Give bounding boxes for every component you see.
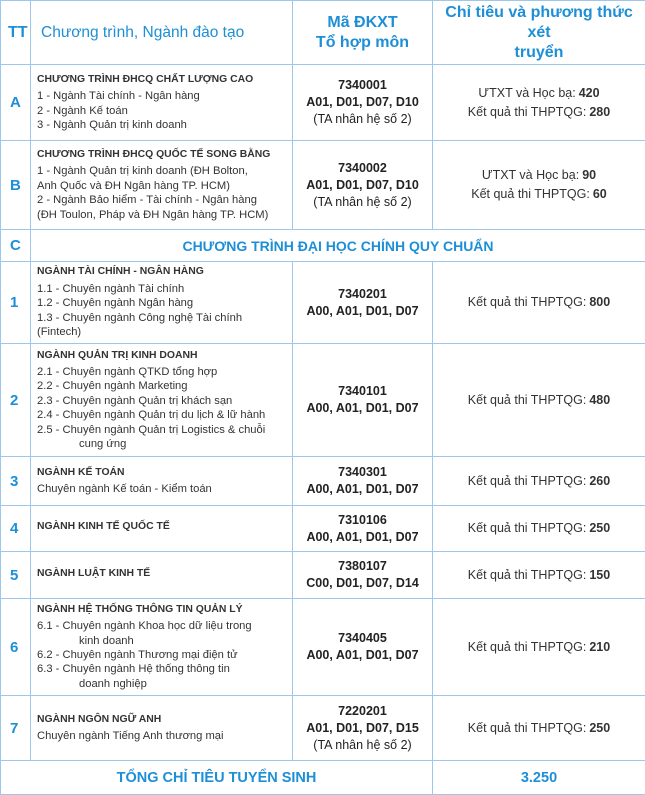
program-item: kinh doanh [79, 634, 134, 647]
quota-value: 250 [589, 720, 611, 735]
quota-label: Kết quả thi THPTQG: [467, 392, 587, 407]
program-item: 2.3 - Chuyên ngành Quản trị khách sạn [37, 394, 233, 407]
program-code: 7340101 [338, 384, 387, 398]
quota-line [433, 566, 645, 585]
program-cell [31, 262, 293, 344]
table-header [1, 1, 645, 65]
program-title: NGÀNH KINH TẾ QUỐC TẾ [37, 521, 170, 533]
program-code: 7340201 [338, 286, 387, 301]
header-code-line1: Mã ĐKXT [327, 13, 398, 31]
program-item: 2.4 - Chuyên ngành Quản trị du lịch & lữ hành [37, 409, 266, 422]
quota-value: 800 [589, 295, 611, 309]
header-tt: TT [1, 1, 31, 65]
subject-combos: A01, D01, D07, D10 [306, 95, 419, 109]
program-cell [31, 506, 293, 552]
table-row [1, 65, 645, 141]
program-item: doanh nghiệp [79, 677, 147, 690]
row-tt: A [1, 65, 31, 141]
quota-label: Kết quả thi THPTQG: [467, 639, 587, 654]
quota-cell [433, 696, 645, 761]
quota-value: 260 [589, 473, 611, 488]
code-cell [293, 141, 433, 230]
quota-line [433, 519, 645, 538]
table-row [1, 599, 645, 696]
table-row [1, 696, 645, 761]
quota-line [433, 638, 645, 657]
header-quota [433, 1, 645, 65]
header-program: Chương trình, Ngành đào tạo [31, 1, 293, 65]
quota-label: Kết quả thi THPTQG: [471, 187, 590, 201]
quota-cell [433, 506, 645, 552]
total-value: 3.250 [433, 761, 645, 795]
quota-label: Kết quả thi THPTQG: [467, 720, 587, 735]
program-item: cung ứng [79, 438, 127, 451]
combo-note: (TA nhân hệ số 2) [313, 737, 412, 752]
header-code-line2: Tổ hợp môn [315, 33, 410, 51]
program-title: NGÀNH HỆ THỐNG THÔNG TIN QUẢN LÝ [37, 603, 243, 615]
row-tt: 6 [1, 599, 31, 696]
subject-combos: A00, A01, D01, D07 [306, 401, 419, 415]
table-row [1, 506, 645, 552]
quota-label: ƯTXT và Học bạ: [478, 85, 576, 100]
program-cell [31, 65, 293, 141]
subject-combos: A01, D01, D07, D10 [306, 177, 419, 192]
program-title: NGÀNH QUẢN TRỊ KINH DOANH [37, 349, 198, 361]
row-tt: 1 [1, 262, 31, 344]
program-title: NGÀNH LUẬT KINH TẾ [37, 567, 151, 579]
program-item: 6.2 - Chuyên ngành Thương mại điện tử [37, 649, 238, 661]
table-row [1, 262, 645, 344]
quota-line [433, 103, 645, 122]
code-cell [293, 262, 433, 344]
program-cell [31, 552, 293, 599]
program-code: 7220201 [338, 703, 387, 718]
code-cell [293, 696, 433, 761]
program-item: 2 - Ngành Bảo hiểm - Tài chính - Ngân hàng [37, 194, 257, 207]
row-tt: B [1, 141, 31, 230]
program-code: 7380107 [338, 559, 387, 573]
quota-value: 150 [589, 567, 611, 582]
program-item: 6.1 - Chuyên ngành Khoa học dữ liệu trong [37, 620, 252, 633]
program-item: 2.1 - Chuyên ngành QTKD tổng hợp [37, 365, 218, 378]
section-tt: C [1, 230, 31, 262]
program-title: NGÀNH KẾ TOÁN [37, 466, 125, 478]
program-item: 1 - Ngành Quản trị kinh doanh (ĐH Bolton, [37, 165, 248, 178]
row-tt: 5 [1, 552, 31, 599]
subject-combos: A00, A01, D01, D07 [306, 529, 419, 544]
row-tt: 7 [1, 696, 31, 761]
quota-line [433, 472, 645, 491]
code-cell [293, 552, 433, 599]
header-code [293, 1, 433, 65]
subject-combos: A00, A01, D01, D07 [306, 303, 419, 318]
program-item: Chuyên ngành Kế toán - Kiểm toán [37, 483, 212, 495]
row-tt: 4 [1, 506, 31, 552]
program-item: 1 - Ngành Tài chính - Ngân hàng [37, 90, 200, 103]
program-cell [31, 599, 293, 696]
program-title: NGÀNH TÀI CHÍNH - NGÂN HÀNG [37, 266, 204, 278]
code-cell [293, 457, 433, 506]
quota-label: Kết quả thi THPTQG: [467, 521, 587, 535]
program-item: 2.5 - Chuyên ngành Quản trị Logistics & chuỗi [37, 423, 266, 436]
program-item: (Fintech) [37, 326, 82, 339]
row-tt: 3 [1, 457, 31, 506]
table-row [1, 141, 645, 230]
subject-combos: C00, D01, D07, D14 [306, 576, 419, 590]
program-title: NGÀNH NGÔN NGỮ ANH [37, 713, 162, 725]
subject-combos: A01, D01, D07, D15 [306, 720, 419, 735]
program-item: Chuyên ngành Tiếng Anh thương mại [37, 730, 224, 742]
program-code: 7340002 [338, 160, 387, 175]
quota-line [433, 185, 645, 204]
quota-line [433, 84, 645, 103]
program-item: 3 - Ngành Quản trị kinh doanh [37, 118, 187, 131]
code-cell [293, 506, 433, 552]
quota-line [433, 391, 645, 410]
program-cell [31, 141, 293, 230]
quota-value: 480 [589, 392, 611, 407]
row-tt: 2 [1, 344, 31, 457]
combo-note: (TA nhân hệ số 2) [313, 194, 412, 209]
quota-cell [433, 552, 645, 599]
quota-cell [433, 141, 645, 230]
program-code: 7340001 [338, 78, 387, 92]
table-row [1, 457, 645, 506]
quota-value: 250 [589, 521, 611, 535]
quota-value: 90 [582, 168, 597, 182]
code-cell [293, 599, 433, 696]
quota-line [433, 293, 645, 312]
total-label: TỔNG CHỈ TIÊU TUYỂN SINH [1, 761, 433, 795]
header-quota-line1: Chỉ tiêu và phương thức xét [445, 3, 633, 41]
program-item: 6.3 - Chuyên ngành Hệ thống thông tin [37, 663, 230, 676]
quota-line [433, 719, 645, 738]
program-item: (ĐH Toulon, Pháp và ĐH Ngân hàng TP. HCM) [37, 208, 269, 221]
program-code: 7340405 [338, 631, 387, 645]
code-cell [293, 65, 433, 141]
quota-cell [433, 457, 645, 506]
quota-value: 60 [592, 187, 607, 201]
program-item: 1.2 - Chuyên ngành Ngân hàng [37, 297, 194, 310]
program-code: 7340301 [338, 465, 387, 479]
quota-label: ƯTXT và Học bạ: [481, 168, 580, 182]
section-title: CHƯƠNG TRÌNH ĐẠI HỌC CHÍNH QUY CHUẨN [31, 230, 645, 262]
quota-value: 420 [578, 85, 600, 100]
program-item: 1.1 - Chuyên ngành Tài chính [37, 282, 185, 295]
program-item: 2 - Ngành Kế toán [37, 104, 128, 117]
quota-value: 280 [589, 104, 611, 119]
program-code: 7310106 [338, 512, 387, 527]
quota-cell [433, 599, 645, 696]
program-cell [31, 344, 293, 457]
quota-label: Kết quả thi THPTQG: [467, 104, 587, 119]
program-title: CHƯƠNG TRÌNH ĐHCQ QUỐC TẾ SONG BẰNG [37, 148, 271, 160]
code-cell [293, 344, 433, 457]
table-row [1, 344, 645, 457]
total-row [1, 761, 645, 795]
quota-cell [433, 262, 645, 344]
quota-label: Kết quả thi THPTQG: [467, 295, 587, 309]
quota-line [433, 166, 645, 185]
combo-note: (TA nhân hệ số 2) [313, 112, 412, 126]
subject-combos: A00, A01, D01, D07 [306, 648, 419, 662]
section-row [1, 230, 645, 262]
program-item: 1.3 - Chuyên ngành Công nghệ Tài chính [37, 311, 243, 324]
table-row [1, 552, 645, 599]
program-item: 2.2 - Chuyên ngành Marketing [37, 380, 188, 393]
subject-combos: A00, A01, D01, D07 [306, 482, 419, 496]
quota-cell [433, 65, 645, 141]
quota-label: Kết quả thi THPTQG: [467, 567, 587, 582]
quota-label: Kết quả thi THPTQG: [467, 473, 587, 488]
program-cell [31, 696, 293, 761]
program-title: CHƯƠNG TRÌNH ĐHCQ CHẤT LƯỢNG CAO [37, 73, 254, 85]
program-item: Anh Quốc và ĐH Ngân hàng TP. HCM) [37, 179, 230, 192]
quota-value: 210 [589, 639, 611, 654]
quota-cell [433, 344, 645, 457]
header-quota-line2: truyển [514, 43, 564, 61]
program-cell [31, 457, 293, 506]
